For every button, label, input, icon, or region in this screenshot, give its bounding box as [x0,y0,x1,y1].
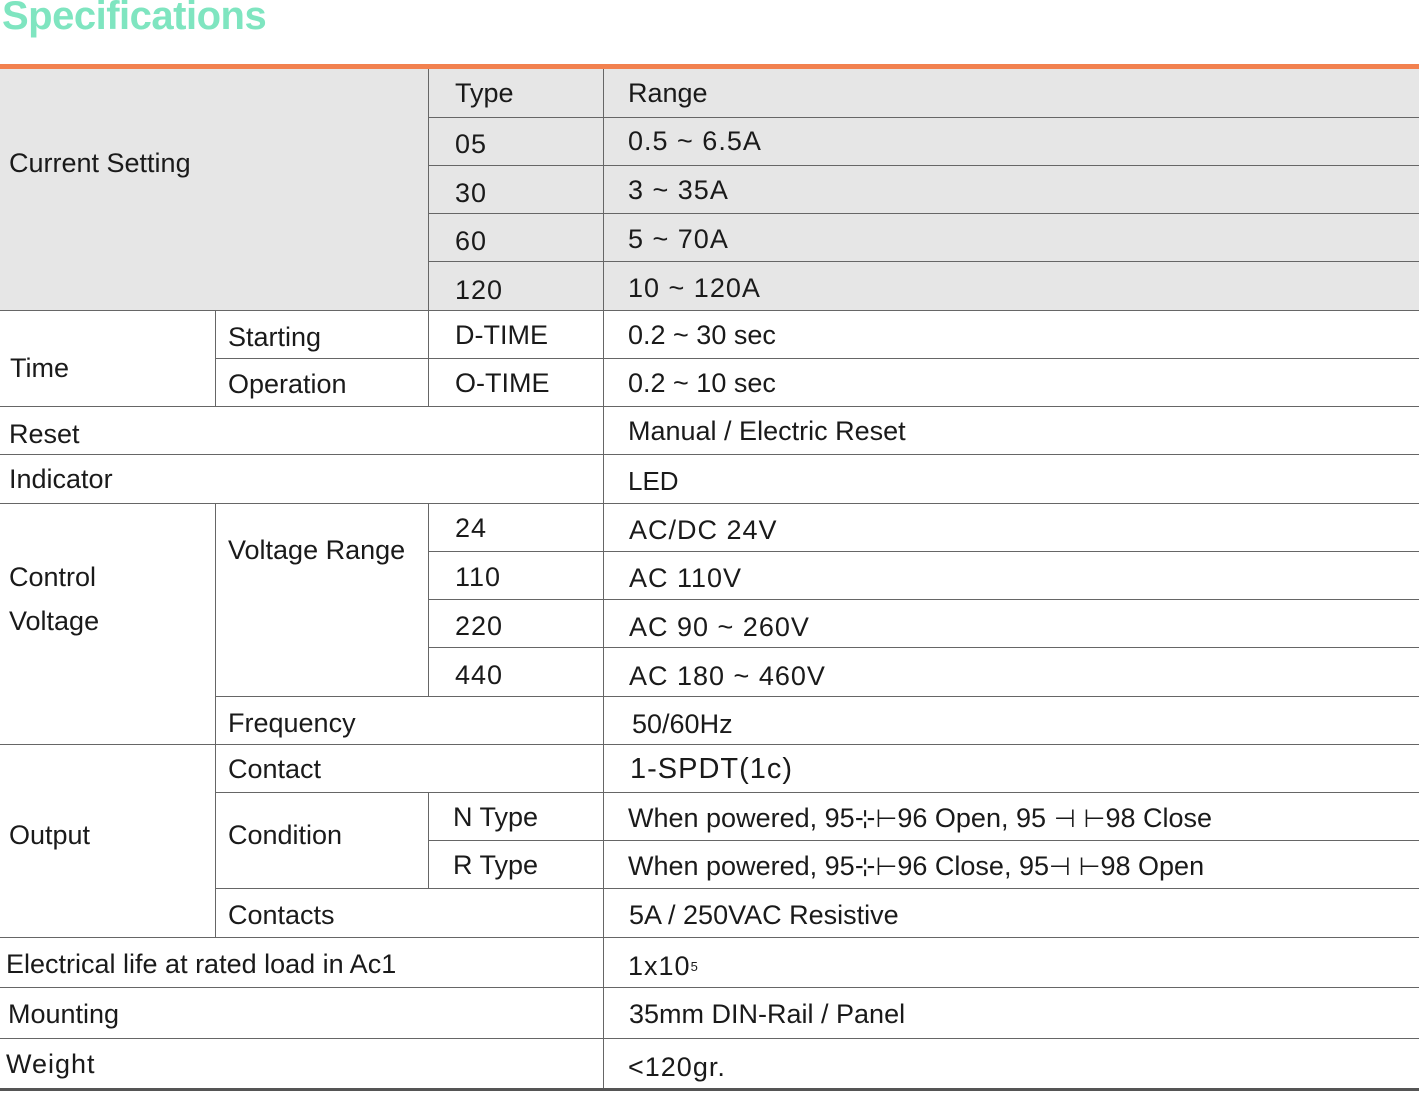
voltage-type-cell: 220 [455,610,504,641]
n-type-label: N Type [453,801,539,832]
current-type-cell: 30 [455,177,488,208]
mounting-label: Mounting [8,998,120,1029]
voltage-type-cell: 440 [455,659,504,690]
indicator-value: LED [628,465,679,496]
time-starting-label: Starting [228,321,322,352]
frequency-value: 50/60Hz [632,708,733,739]
contact-value: 1-SPDT(1c) [630,752,794,785]
voltage-value-cell: AC/DC 24V [629,514,778,545]
electrical-life-base: 1x10 [628,950,691,981]
r-type-suffix: 98 Open [1100,850,1205,881]
contact-label: Contact [228,753,322,784]
voltage-type-cell: 24 [455,512,488,543]
time-operation-label: Operation [228,368,347,399]
weight-value: <120gr. [628,1051,726,1082]
range-header: Range [628,77,708,108]
voltage-type-cell: 110 [455,561,502,592]
weight-label: Weight [6,1048,96,1079]
no-contact-icon: ⊣ ⊢ [1048,851,1101,881]
indicator-label: Indicator [9,463,113,494]
control-voltage-label-line1: Control [9,561,97,592]
current-range-cell: 0.5 ~ 6.5A [628,125,762,156]
voltage-value-cell: AC 90 ~ 260V [629,611,810,642]
electrical-life-exponent: 5 [690,958,699,974]
type-header: Type [455,77,514,108]
control-voltage-label-line2: Voltage [9,605,100,636]
current-type-cell: 05 [455,128,488,159]
n-type-description [628,794,1212,842]
current-range-cell: 10 ~ 120A [628,272,761,303]
r-type-description [628,842,1204,890]
n-type-suffix: 98 Close [1105,802,1213,833]
no-contact-icon: ⊣ ⊢ [1046,803,1106,833]
nc-contact-icon: ⊹⊢ [854,851,898,881]
time-starting-range: 0.2 ~ 30 sec [628,319,776,350]
contacts-label: Contacts [228,899,335,930]
condition-label: Condition [228,819,343,850]
current-setting-label: Current Setting [9,147,191,178]
time-starting-type: D-TIME [455,319,548,350]
current-type-cell: 60 [455,225,488,256]
n-type-prefix: When powered, 95 [628,802,855,833]
nc-contact-icon: ⊹⊢ [854,803,898,833]
reset-value: Manual / Electric Reset [628,415,906,446]
electrical-life-label: Electrical life at rated load in Ac1 [6,948,397,979]
mounting-value: 35mm DIN-Rail / Panel [629,998,906,1029]
r-type-mid: 96 Close, 95 [897,850,1049,881]
voltage-value-cell: AC 180 ~ 460V [629,660,826,691]
voltage-value-cell: AC 110V [629,562,743,593]
contacts-value: 5A / 250VAC Resistive [629,899,899,930]
time-operation-type: O-TIME [455,367,550,398]
current-type-cell: 120 [455,274,504,305]
r-type-prefix: When powered, 95 [628,850,855,881]
voltage-range-label: Voltage Range [228,534,406,565]
frequency-label: Frequency [228,707,356,738]
time-label: Time [10,352,69,383]
output-label: Output [9,819,91,850]
electrical-life-value [628,942,699,990]
current-range-cell: 3 ~ 35A [628,174,729,205]
r-type-label: R Type [453,849,539,880]
page-title: Specifications [2,0,267,38]
current-range-cell: 5 ~ 70A [628,223,729,254]
reset-label: Reset [9,418,80,449]
n-type-mid: 96 Open, 95 [897,802,1046,833]
time-operation-range: 0.2 ~ 10 sec [628,367,776,398]
